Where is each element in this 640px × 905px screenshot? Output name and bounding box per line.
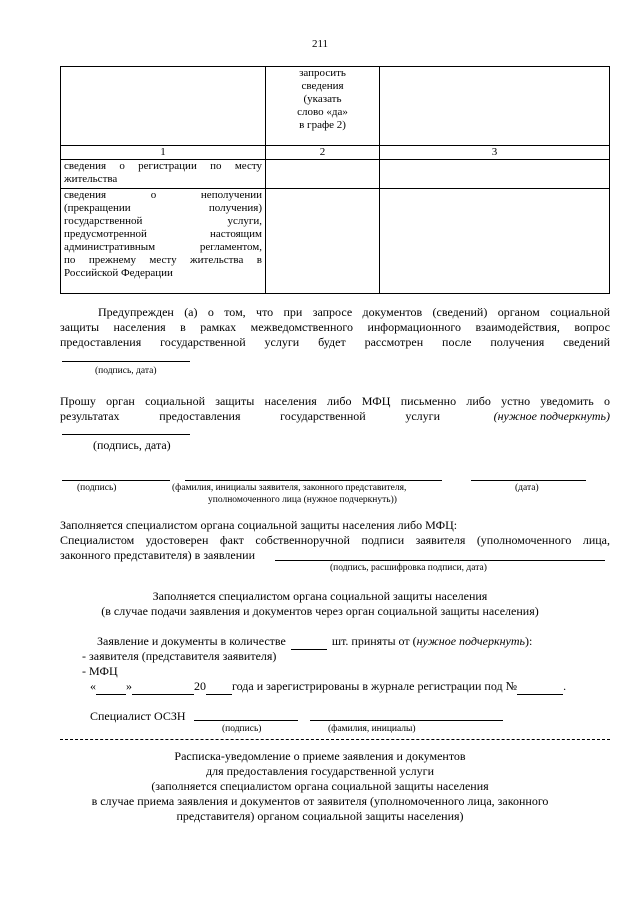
row-line: сведения о регистрации по месту	[64, 160, 262, 172]
osz-name-caption: (фамилия, инициалы)	[328, 724, 416, 734]
table-header-row	[61, 67, 610, 146]
table-header-request-cell	[266, 67, 380, 146]
column-number: 3	[380, 146, 610, 160]
table-cell[interactable]	[380, 160, 610, 189]
month-field[interactable]	[132, 679, 194, 695]
receipt-title: Расписка-уведомление о приеме заявления и документов	[174, 749, 466, 763]
osz-signature-caption: (подпись)	[222, 724, 262, 734]
receipt-line: для предоставления государственной услуги	[205, 764, 435, 778]
specialist-heading: Заполняется специалистом органа социальной защиты населения либо МФЦ:	[60, 518, 458, 532]
option-mfc: - МФЦ	[82, 664, 118, 678]
signature-caption: (подпись, дата)	[95, 366, 157, 376]
table-row-label	[61, 160, 266, 189]
quote-open: «	[90, 679, 96, 693]
table-cell	[380, 67, 610, 146]
accepted-mid: шт. приняты от (	[331, 634, 417, 648]
cut-line	[60, 739, 610, 740]
specialist-line: законного представителя) в заявлении	[60, 548, 255, 562]
header-line: (указать	[303, 93, 342, 105]
notify-choice: (нужное подчеркнуть)	[493, 409, 610, 423]
year-prefix: 20	[194, 679, 206, 693]
notify-text: результатах предоставления государственной услуги	[60, 409, 440, 423]
table-row-label	[61, 189, 266, 294]
specialist-caption: (подпись, расшифровка подписи, дата)	[330, 563, 487, 573]
specialist-signature-line[interactable]	[275, 560, 605, 561]
receipt-line: представителя) органом социальной защиты населения)	[176, 809, 464, 823]
column-number: 1	[61, 146, 266, 160]
signature-caption: (подпись)	[77, 483, 117, 493]
name-caption: (фамилия, инициалы заявителя, законного представителя,	[172, 483, 407, 493]
row-line: по прежнему месту жительства в	[64, 254, 262, 266]
table-row	[61, 160, 610, 189]
signature-caption: (подпись, дата)	[93, 438, 171, 452]
row-line: Российской Федерации	[64, 267, 173, 279]
specialist-line: Специалистом удостоверен факт собственноручной подписи заявителя (уполномоченного лица,	[60, 533, 610, 547]
osz-name-line[interactable]	[310, 720, 503, 721]
row-line: предусмотренной настоящим	[64, 228, 262, 240]
column-number: 2	[266, 146, 380, 160]
option-applicant: - заявителя (представителя заявителя)	[82, 649, 277, 663]
accepted-choice: нужное подчеркнуть	[416, 634, 525, 648]
notify-line: Прошу орган социальной защиты населения либо МФЦ письменно либо устно уведомить о	[60, 394, 610, 408]
name-caption-2: уполномоченного лица (нужное подчеркнуть))	[208, 495, 397, 505]
header-line: сведения	[301, 80, 344, 92]
header-line: слово «да»	[297, 106, 348, 118]
accepted-line	[97, 634, 532, 650]
accepted-prefix: Заявление и документы в количестве	[97, 634, 286, 648]
table-cell[interactable]	[266, 189, 380, 294]
header-line: запросить	[299, 67, 346, 79]
signature-line[interactable]	[62, 434, 190, 435]
table-cell[interactable]	[380, 189, 610, 294]
notify-line-2	[60, 409, 610, 424]
date-caption: (дата)	[515, 483, 539, 493]
osz-signature-line[interactable]	[194, 720, 298, 721]
table-cell[interactable]	[266, 160, 380, 189]
data-sources-table	[60, 66, 610, 294]
date-line[interactable]	[471, 480, 586, 481]
page-number: 211	[311, 38, 329, 50]
registration-date-line	[90, 679, 566, 695]
osz-subtitle: (в случае подачи заявления и документов через орган социальной защиты населения)	[101, 604, 539, 618]
header-line: в графе 2)	[299, 119, 346, 131]
row-line: государственной услуги,	[64, 215, 262, 227]
accepted-suffix: ):	[525, 634, 533, 648]
row-line: сведения о неполучении	[64, 189, 262, 201]
receipt-line: в случае приема заявления и документов от заявителя (уполномоченного лица, законного	[91, 794, 549, 808]
day-field[interactable]	[96, 679, 126, 695]
warning-line: защиты населения в рамках межведомственного информационного взаимодействия, вопрос	[60, 320, 610, 334]
receipt-line: (заполняется специалистом органа социальной защиты населения	[151, 779, 489, 793]
table-row	[61, 189, 610, 294]
table-number-row	[61, 146, 610, 160]
osz-title: Заполняется специалистом органа социальной защиты населения	[152, 589, 488, 603]
warning-line: предоставления государственной услуги будет рассмотрен после получения сведений	[60, 335, 610, 349]
table-cell	[61, 67, 266, 146]
registration-number-field[interactable]	[517, 679, 563, 695]
name-line[interactable]	[185, 480, 442, 481]
row-line: административным регламентом,	[64, 241, 262, 253]
specialist-osz-label: Специалист ОСЗН	[90, 709, 186, 723]
signature-line[interactable]	[62, 480, 170, 481]
warning-line: Предупрежден (а) о том, что при запросе документов (сведений) органом социальной	[98, 305, 610, 319]
row-line: жительства	[64, 173, 118, 185]
row-line: (прекращении получения)	[64, 202, 262, 214]
count-field[interactable]	[291, 634, 327, 650]
quote-close: »	[126, 679, 132, 693]
year-field[interactable]	[206, 679, 232, 695]
registration-text: года и зарегистрированы в журнале регистрации под №	[232, 679, 518, 693]
signature-line[interactable]	[62, 361, 190, 362]
period: .	[563, 679, 567, 693]
